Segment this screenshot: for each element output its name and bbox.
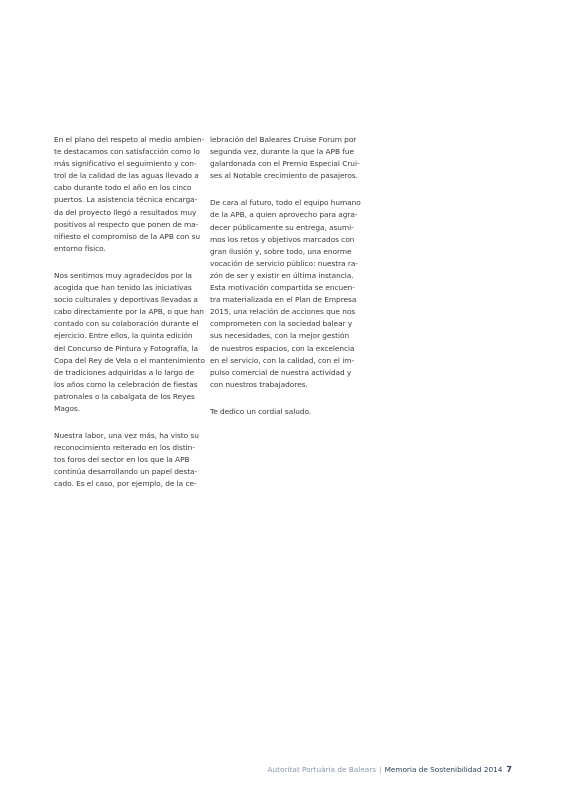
text-line: contado con su colaboración durante el (54, 319, 199, 329)
text-line: de tradiciones adquiridas a lo largo de (54, 367, 195, 377)
closing-paragraph (210, 406, 355, 418)
text-line: segunda vez, durante la que la APB fue (210, 147, 354, 157)
text-line: Esta motivación compartida se encuen- (210, 283, 355, 293)
text-line: Nos sentimos muy agradecidos por la (54, 270, 192, 280)
text-line: ejercicio. Entre ellos, la quinta edición (54, 331, 193, 341)
text-line: galardonada con el Premio Especial Crui- (210, 159, 360, 169)
paragraph (54, 430, 199, 490)
text-line: zón de ser y existir en última instancia. (210, 270, 354, 280)
text-line: tos foros del sector en los que la APB (54, 455, 190, 465)
text-line: vocación de servicio público: nuestra ra- (210, 258, 358, 268)
text-line: cado. Es el caso, por ejemplo, de la ce- (54, 479, 197, 489)
paragraph (210, 197, 361, 391)
left-text-column (54, 134, 205, 506)
text-line: gran ilusión y, sobre todo, una enorme (210, 246, 352, 256)
text-line: da del proyecto llegó a resultados muy (54, 207, 197, 217)
text-line: en el servicio, con la calidad, con el im- (210, 355, 354, 365)
paragraph (210, 134, 360, 182)
text-line: ses al Notable crecimiento de pasajeros. (210, 171, 358, 181)
text-line: cabo durante todo el año en los cinco (54, 183, 192, 193)
text-line: nifiesto el compromiso de la APB con su (54, 231, 201, 241)
text-line: tra materializada en el Plan de Empresa (210, 295, 357, 305)
footer-separator: | (379, 765, 382, 774)
text-line: sus necesidades, con la mejor gestión (210, 331, 350, 341)
footer-organization: Autoritat Portuària de Balears (267, 765, 377, 774)
paragraph (54, 134, 205, 255)
text-line: de nuestros espacios, con la excelencia (210, 343, 355, 353)
text-line: de la APB, a quien aprovecho para agra- (210, 210, 358, 220)
text-line: comprometen con la sociedad balear y (210, 319, 353, 329)
text-line: positivos al respecto que ponen de ma- (54, 219, 199, 229)
text-line: continúa desarrollando un papel desta- (54, 467, 198, 477)
text-line: patronales o la cabalgata de los Reyes (54, 391, 195, 401)
text-line: reconocimiento reiterado en los distin- (54, 443, 195, 453)
page-footer (268, 765, 512, 775)
text-line: mos los retos y objetivos marcados con (210, 234, 355, 244)
text-line: Copa del Rey de Vela o el mantenimiento (54, 355, 205, 365)
text-line: los años como la celebración de fiestas (54, 379, 198, 389)
text-line: Te dedico un cordial saludo. (210, 406, 312, 416)
text-line: Nuestra labor, una vez más, ha visto su (54, 431, 199, 441)
text-line: acogida que han tenido las iniciativas (54, 283, 192, 293)
text-line: con nuestros trabajadores. (210, 379, 308, 389)
text-line: entorno físico. (54, 243, 106, 253)
footer-publication-title: Memoria de Sostenibilidad 2014 (384, 765, 503, 774)
page-number: 7 (506, 765, 512, 774)
text-line: más significativo el seguimiento y con- (54, 159, 197, 169)
text-line: cabo directamente por la APB, o que han (54, 307, 204, 317)
paragraph (54, 270, 205, 415)
text-line: puertos. La asistencia técnica encarga- (54, 195, 198, 205)
text-line: te destacamos con satisfacción como lo (54, 147, 200, 157)
text-line: del Concurso de Pintura y Fotografía, la (54, 343, 199, 353)
text-line: socio culturales y deportivas llevadas a (54, 295, 198, 305)
text-line: decer públicamente su entrega, asumi- (210, 222, 354, 232)
right-text-column (210, 134, 361, 433)
text-line: pulso comercial de nuestra actividad y (210, 367, 352, 377)
text-line: Magos. (54, 403, 81, 413)
text-line: De cara al futuro, todo el equipo humano (210, 198, 361, 208)
text-line: En el plano del respeto al medio ambien- (54, 135, 205, 144)
text-line: lebración del Baleares Cruise Forum por (210, 135, 357, 144)
text-line: 2015, una relación de acciones que nos (210, 307, 356, 317)
text-line: trol de la calidad de las aguas llevado a (54, 171, 199, 181)
